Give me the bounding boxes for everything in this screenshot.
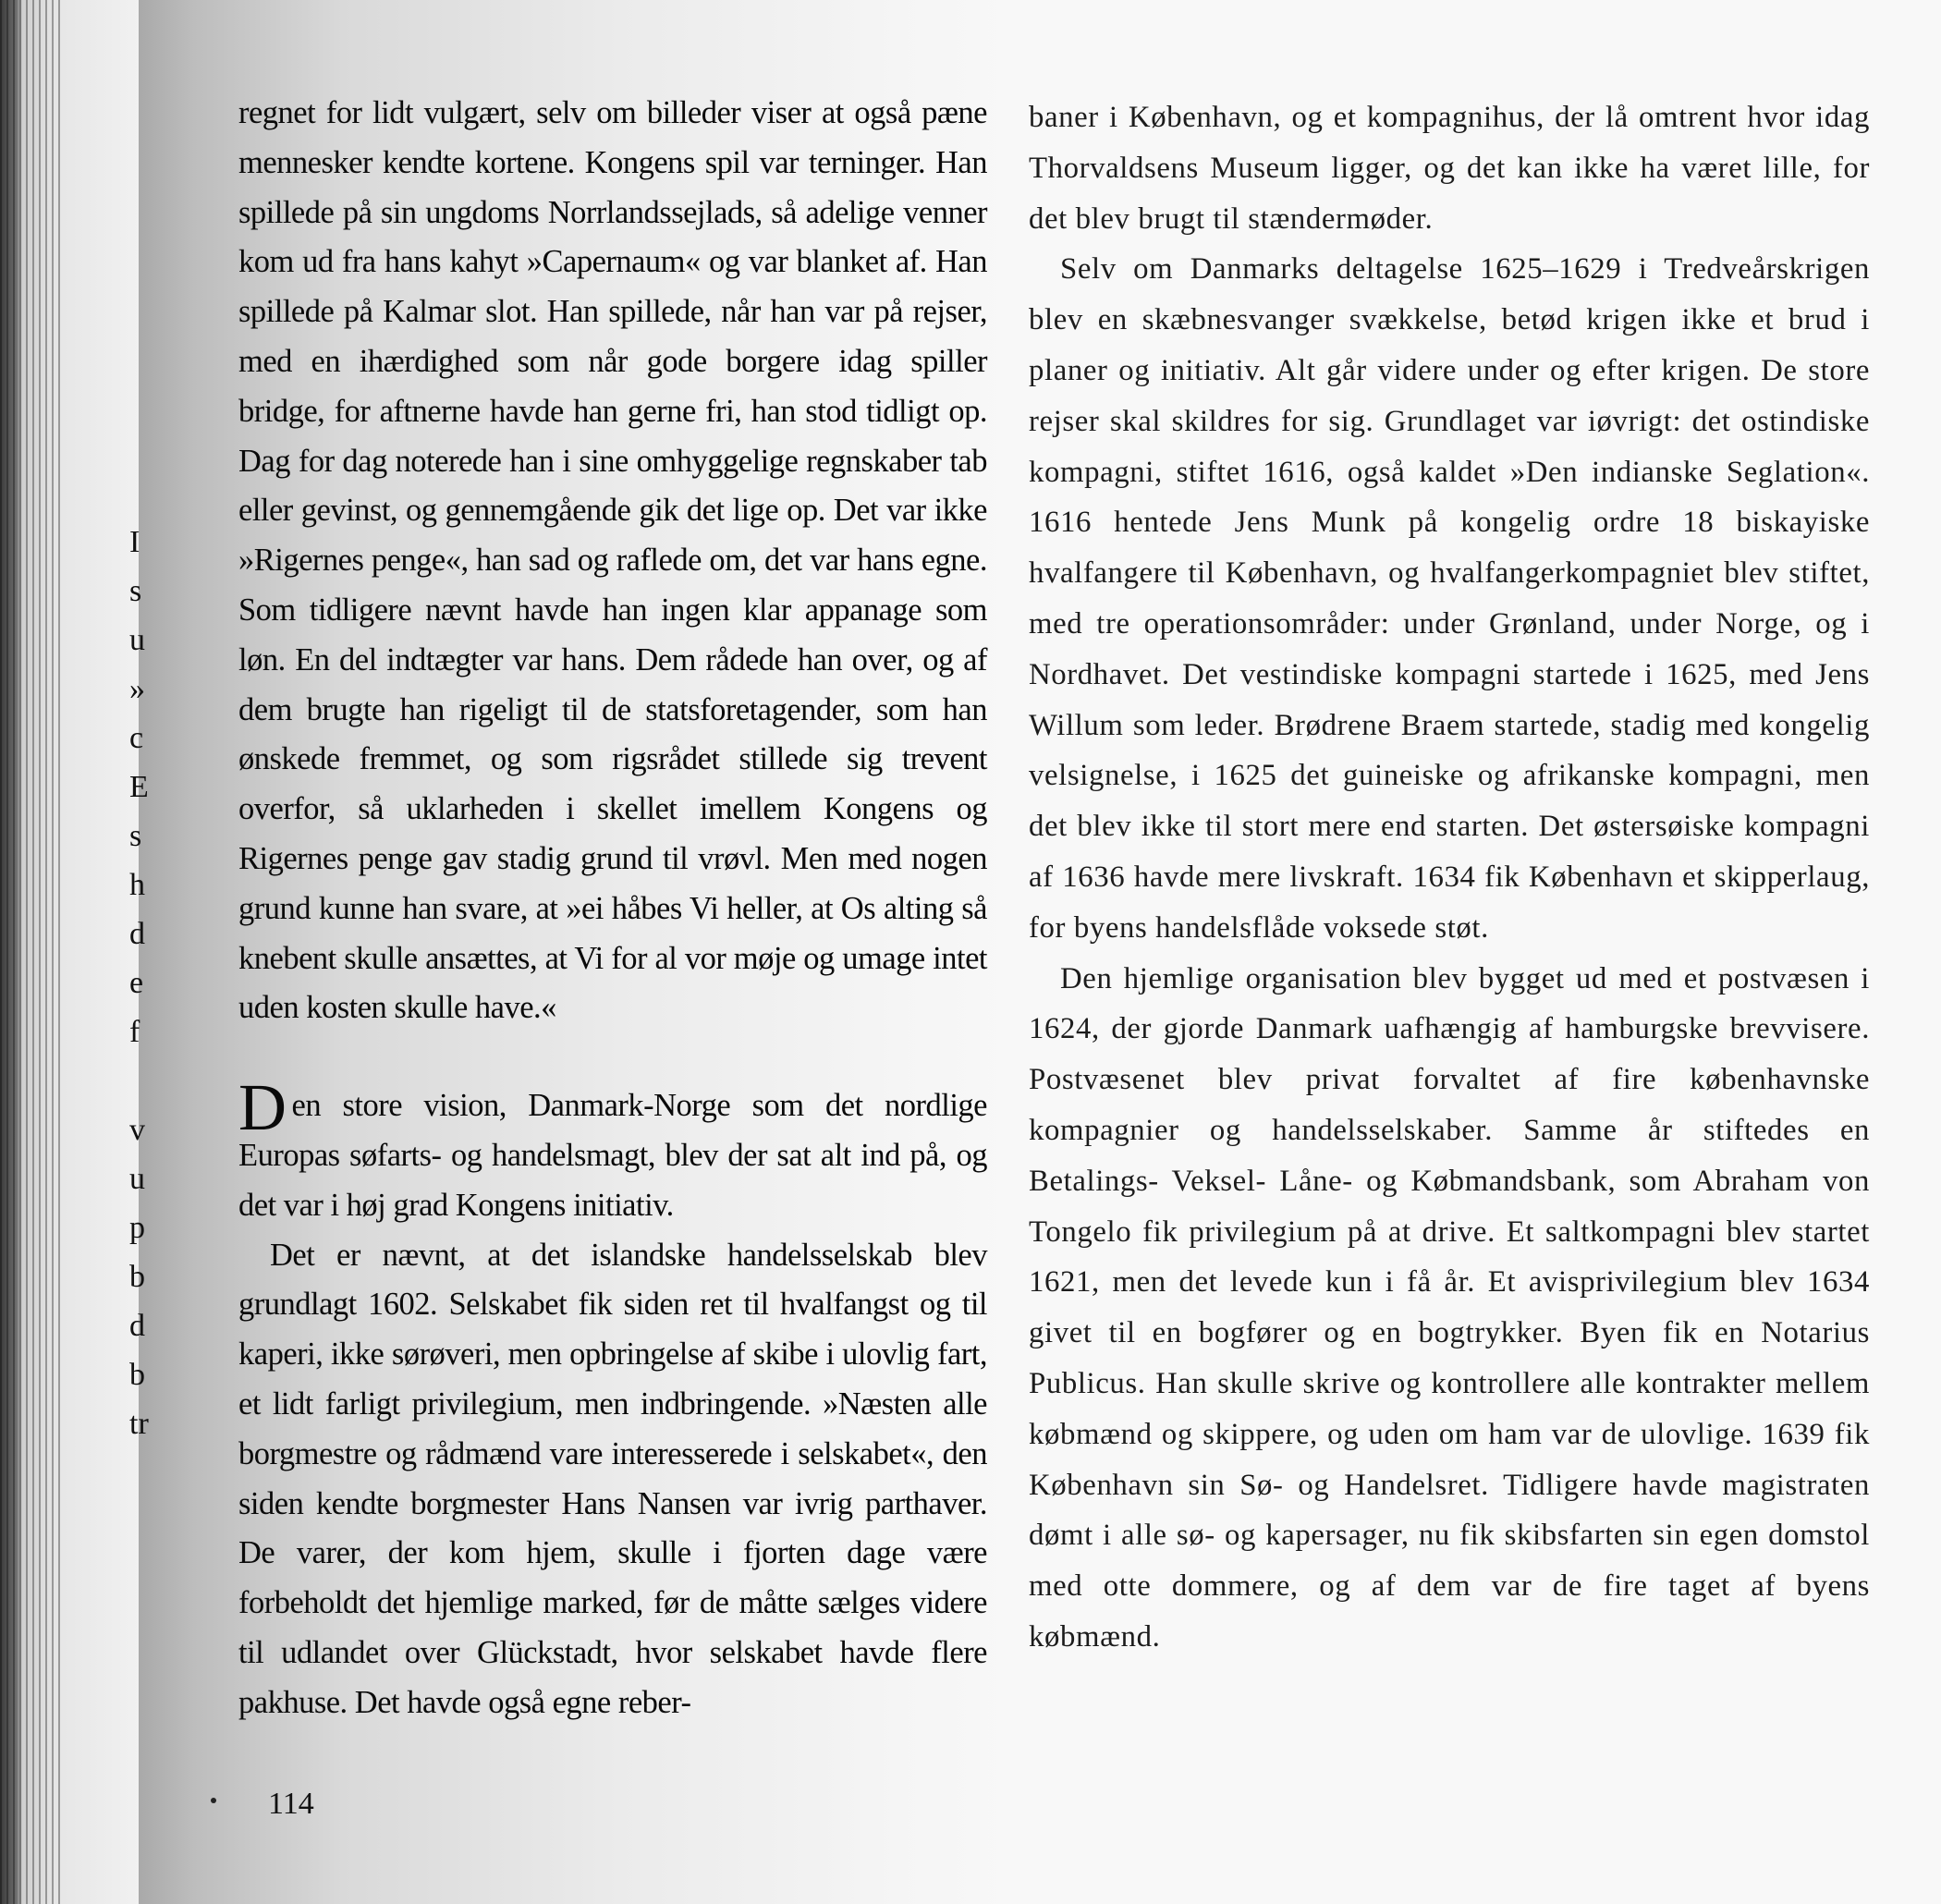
- previous-page-fragments: [129, 518, 157, 1448]
- paragraph: Den hjemlige organisation blev bygget ud med et postvæsen i 1624, der gjorde Danmark uafhængig af hamburgske brevvisere. Postvæsenet blev privat forvaltet af fire københavnske kompagnier og handelsselskaber. Samme år stiftedes en Betalings- Veksel- Låne- og Købmandsbank, som Abraham von Tongelo fik privilegium på at drive. Et saltkompagni blev startet 1621, men det levede kun i få år. Et avisprivilegium blev 1634 givet til en bogfører og en bogtrykker. Byen fik en Notarius Publicus. Han skulle skrive og kontrollere alle kontrakter mellem købmænd og skippere, og uden om ham var de ulovlige. 1639 fik København sin Sø- og Handelsret. Tidligere havde magistraten dømt i alle sø- og kapersager, nu fik skibsfarten sin egen domstol med otte dommere, og af dem var de fire taget af byens købmænd.: [1029, 961, 1870, 1654]
- fragment-letter: [129, 1056, 157, 1105]
- paragraph: Det er nævnt, at det islandske handelsselskab blev grundlagt 1602. Selskabet fik siden ret til hvalfangst og til kaperi, ikke sørøveri, men opbringelse af skibe i ulovlig fart, et lidt farligt privilegium, men indbringende. »Næsten alle borgmestre og rådmænd vare interesserede i selskabet«, den siden kendte borgmester Hans Nansen var ivrig parthaver. De varer, der kom hjem, skulle i fjorten dage være forbeholdt det hjemlige marked, før de måtte sælges videre til udlandet over Glückstadt, hvor selskabet havde flere pakhuse. Det havde også egne reber-: [238, 1237, 987, 1720]
- fragment-letter: tr: [129, 1407, 149, 1441]
- section-opening-text: en store vision, Danmark-Norge som det nordlige Europas søfarts- og handelsmagt, blev der sat alt ind på, og det var i høj grad Kongens initiativ.: [238, 1088, 987, 1223]
- fragment-letter: e: [129, 966, 144, 1000]
- margin-dot: [211, 1798, 216, 1803]
- fragment-letter: »: [129, 672, 145, 706]
- fragment-letter: p: [129, 1211, 145, 1245]
- fragment-letter: v: [129, 1113, 145, 1147]
- page-number: 114: [268, 1787, 314, 1821]
- fragment-letter: u: [129, 1162, 145, 1196]
- fragment-letter: b: [129, 1358, 145, 1392]
- paragraph: regnet for lidt vulgært, selv om billeder viser at også pæne mennesker kendte kortene. Kongens spil var terninger. Han spillede på sin ungdoms Norrlandssejlads, så adelige venner kom ud fra hans kahyt »Capernaum« og var blanket af. Han spillede på Kalmar slot. Han spillede, når han var på rejser, med en ihærdighed som når gode borgere idag spiller bridge, for aftnerne havde han gerne fri, han stod tidligt op. Dag for dag noterede han i sine omhyggelige regnskaber tab eller gevinst, og gennemgående gik det lige op. Det var ikke »Rigernes penge«, han sad og raflede om, det var hans egne. Som tidligere nævnt havde han ingen klar appanage som løn. En del indtægter var hans. Dem rådede han over, og af dem brugte han rigeligt til de statsforetagender, som han ønskede fremmet, og som rigsrådet stillede sig trevent overfor, så uklarheden i skellet imellem Kongens og Rigernes penge gav stadig grund til vrøvl. Men med nogen grund kunne han svare, at »ei håbes Vi heller, at Os alting så knebent skulle ansættes, at Vi for al vor møje og umage intet uden kosten skulle have.«: [238, 95, 987, 1026]
- fragment-letter: d: [129, 917, 145, 951]
- drop-cap: D: [238, 1070, 287, 1145]
- fragment-letter: s: [129, 819, 142, 853]
- section-opening-paragraph: [238, 1070, 987, 1230]
- fragment-letter: h: [129, 868, 145, 902]
- fragment-letter: I: [129, 525, 140, 559]
- right-page-text: [1029, 92, 1870, 1663]
- fragment-letter: u: [129, 623, 145, 657]
- fragment-letter: s: [129, 574, 142, 608]
- fragment-letter: E: [129, 770, 149, 804]
- fragment-letter: f: [129, 1015, 140, 1049]
- paragraph: baner i København, og et kompagnihus, der lå omtrent hvor idag Thorvaldsens Museum ligger, og det kan ikke ha været lille, for det blev brugt til stændermøder.: [1029, 101, 1870, 236]
- fragment-letter: c: [129, 721, 144, 755]
- left-page-text: [238, 89, 987, 1728]
- fragment-letter: d: [129, 1309, 145, 1343]
- paragraph: Selv om Danmarks deltagelse 1625–1629 i Tredveårskrigen blev en skæbnesvanger svækkelse, betød krigen ikke et brud i planer og initiativ. Alt går videre under og efter krigen. De store rejser skal skildres for sig. Grundlaget var iøvrigt: det ostindiske kompagni, stiftet 1616, også kaldet »Den indianske Seglation«. 1616 hentede Jens Munk på kongelig ordre 18 biskayiske hvalfangere til København, og hvalfangerkompagniet blev stiftet, med tre operationsområder: under Grønland, under Norge, og i Nordhavet. Det vestindiske kompagni startede i 1625, med Jens Willum som leder. Brødrene Braem startede, stadig med kongelig velsignelse, i 1625 det guineiske og afrikanske kompagni, men det blev ikke til stort mere end starten. Det østersøiske kompagni af 1636 havde mere livskraft. 1634 fik København et skipperlaug, for byens handelsflåde voksede støt.: [1029, 252, 1870, 945]
- section-gap: [238, 1033, 987, 1081]
- fragment-letter: b: [129, 1260, 145, 1294]
- page-stack-lines: [0, 0, 65, 1904]
